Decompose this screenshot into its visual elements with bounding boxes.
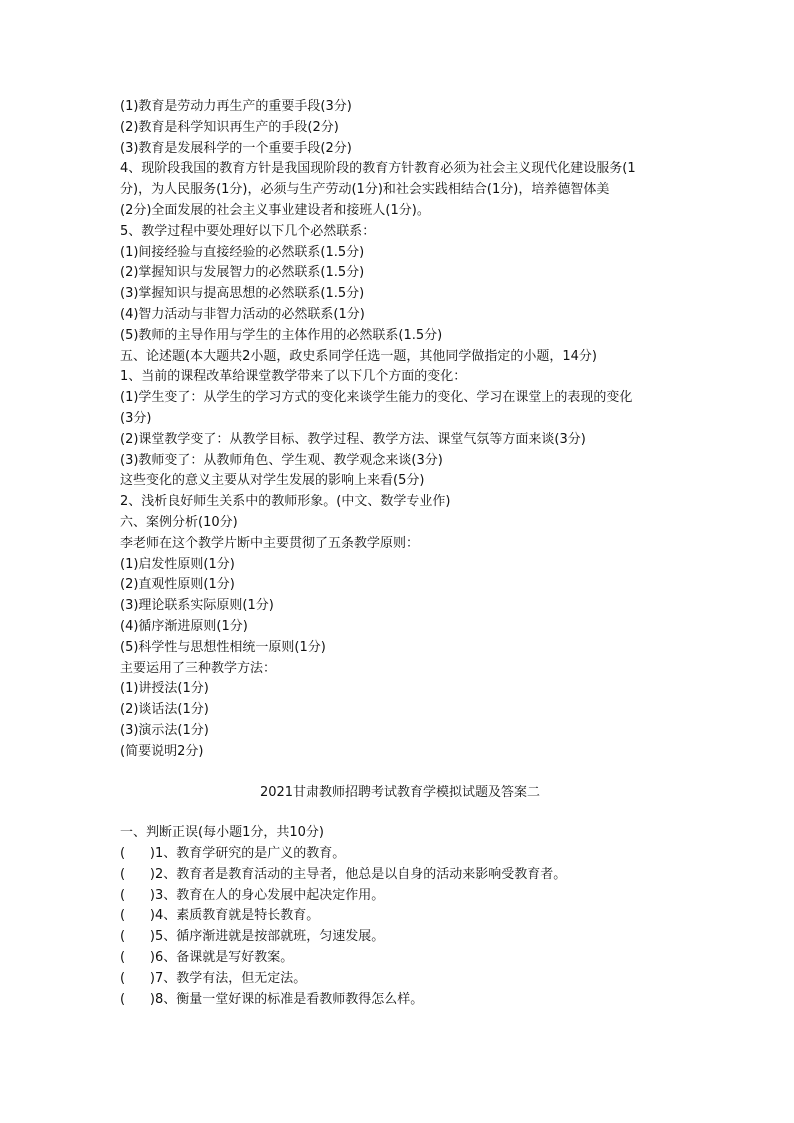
- text-line: 4、现阶段我国的教育方针是我国现阶段的教育方针教育必须为社会主义现代化建设服务(1: [120, 161, 636, 177]
- text-line: 2、浅析良好师生关系中的教师形象。(中文、数学专业作): [120, 494, 451, 510]
- document-title: 2021甘肃教师招聘考试教育学模拟试题及答案二: [259, 784, 541, 800]
- question-section: [120, 823, 680, 1010]
- section-heading: 五、论述题(本大题共2小题，政史系同学任选一题，其他同学做指定的小题，14分): [120, 348, 597, 364]
- text-line: (5)教师的主导作用与学生的主体作用的必然联系(1.5分): [120, 327, 443, 343]
- text-line: (1)教育是劳动力再生产的重要手段(3分): [120, 99, 352, 114]
- text-line: (2)掌握知识与发展智力的必然联系(1.5分): [120, 265, 365, 281]
- text-line: (1)启发性原则(1分): [120, 556, 235, 572]
- text-line: 李老师在这个教学片断中主要贯彻了五条教学原则：: [120, 535, 420, 551]
- section-heading: 一、判断正误(每小题1分，共10分): [120, 825, 324, 841]
- question-item: ( )8、衡量一堂好课的标准是看教师教得怎么样。: [120, 991, 424, 1007]
- text-line: (3)教育是发展科学的一个重要手段(2分): [120, 140, 352, 156]
- question-item: ( )2、教育者是教育活动的主导者，他总是以自身的活动来影响受教育者。: [120, 866, 567, 882]
- text-line: (3)理论联系实际原则(1分): [120, 598, 274, 614]
- text-line: (2)直观性原则(1分): [120, 577, 235, 593]
- text-line: (3)掌握知识与提高思想的必然联系(1.5分): [120, 286, 365, 302]
- text-line: 5、教学过程中要处理好以下几个必然联系：: [120, 223, 376, 239]
- answer-section: [120, 97, 680, 763]
- text-line: 1、当前的课程改革给课堂教学带来了以下几个方面的变化：: [120, 369, 467, 385]
- text-line: (3)教师变了：从教师角色、学生观、教学观念来谈(3分): [120, 452, 443, 468]
- question-item: ( )4、素质教育就是特长教育。: [120, 908, 320, 924]
- text-line: (2)教育是科学知识再生产的手段(2分): [120, 119, 339, 135]
- question-item: ( )7、教学有法，但无定法。: [120, 970, 307, 986]
- question-item: ( )6、备课就是写好教案。: [120, 950, 294, 966]
- document-body: [120, 97, 680, 1010]
- text-line: (2)谈话法(1分): [120, 702, 209, 718]
- text-line: (5)科学性与思想性相统一原则(1分): [120, 639, 326, 655]
- text-line: (2)课堂教学变了：从教学目标、教学过程、教学方法、课堂气氛等方面来谈(3分): [120, 431, 586, 447]
- question-item: ( )1、教育学研究的是广义的教育。: [120, 846, 346, 862]
- text-line: 分)，为人民服务(1分)，必须与生产劳动(1分)和社会实践相结合(1分)，培养德智体美: [120, 182, 610, 198]
- text-line: (4)智力活动与非智力活动的必然联系(1分): [120, 306, 365, 322]
- text-line: (1)间接经验与直接经验的必然联系(1.5分): [120, 244, 365, 260]
- question-item: ( )3、教育在人的身心发展中起决定作用。: [120, 887, 385, 903]
- text-line: 这些变化的意义主要从对学生发展的影响上来看(5分): [120, 473, 425, 489]
- question-item: ( )5、循序渐进就是按部就班，匀速发展。: [120, 929, 385, 945]
- text-line: (1)讲授法(1分): [120, 681, 209, 697]
- text-line: (3分): [120, 410, 152, 426]
- text-line: (2分)全面发展的社会主义事业建设者和接班人(1分)。: [120, 202, 430, 218]
- text-line: (3)演示法(1分): [120, 722, 209, 738]
- section-heading: 六、案例分析(10分): [120, 514, 238, 530]
- text-line: (4)循序渐进原则(1分): [120, 618, 248, 634]
- text-line: (1)学生变了：从学生的学习方式的变化来谈学生能力的变化、学习在课堂上的表现的变化: [120, 390, 633, 406]
- text-line: (简要说明2分): [120, 743, 204, 759]
- text-line: 主要运用了三种教学方法：: [120, 660, 277, 676]
